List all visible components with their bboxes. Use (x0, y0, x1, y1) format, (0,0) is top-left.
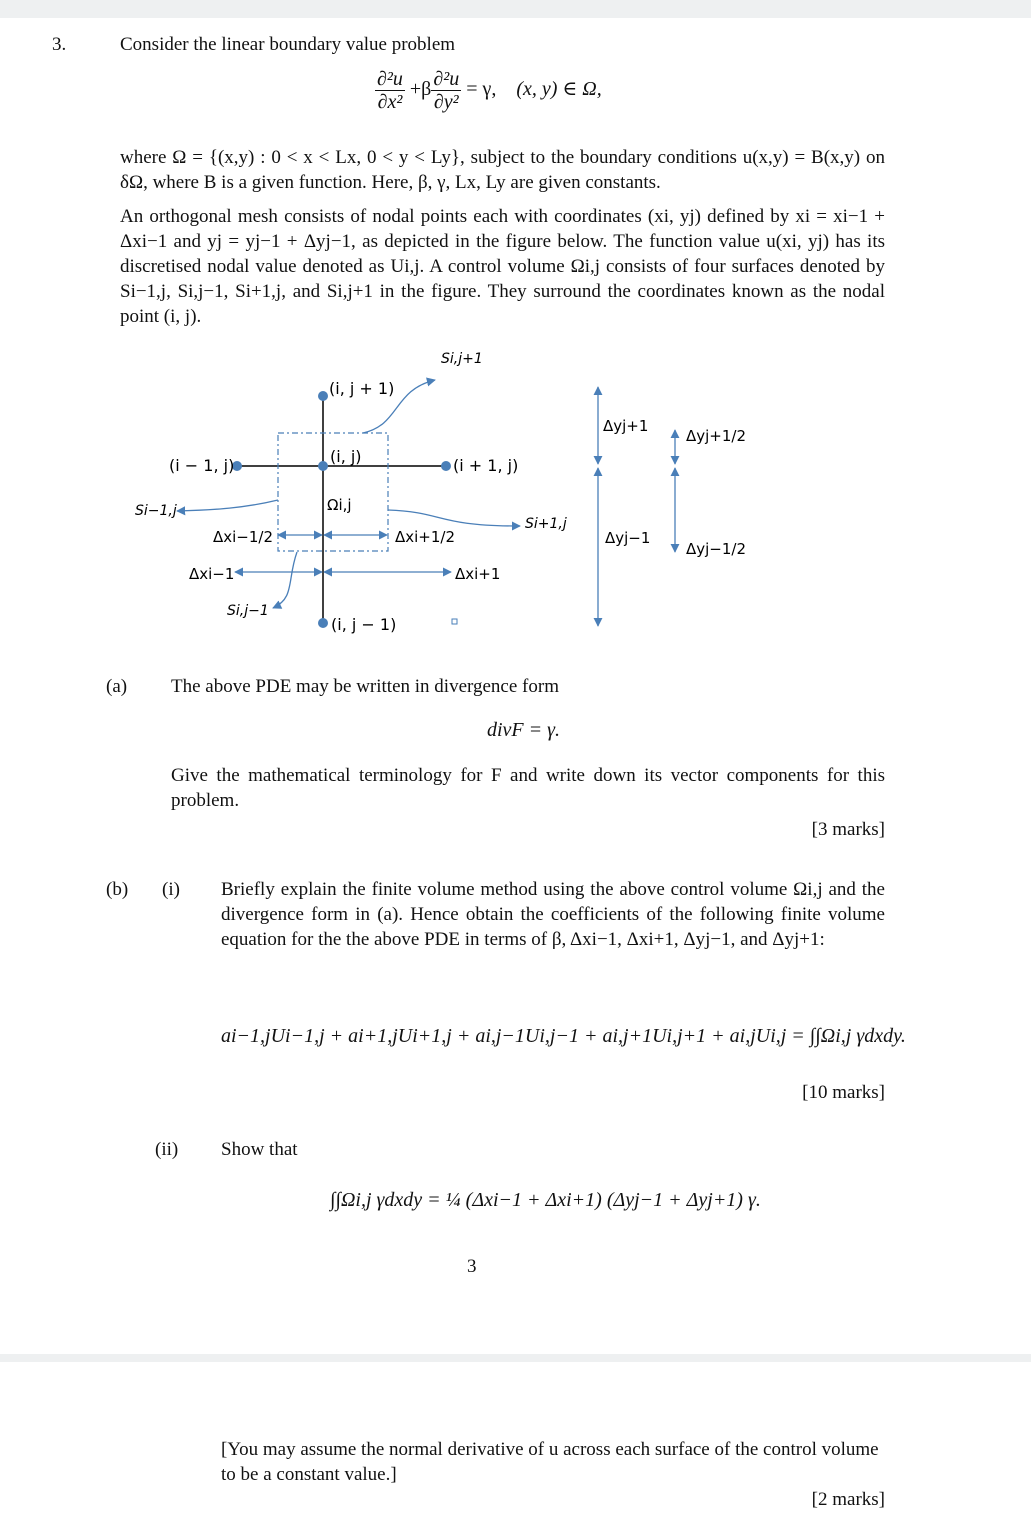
control-volume-figure (125, 330, 765, 640)
node-right-dot (441, 461, 451, 471)
label-node-center: (i, j) (330, 447, 362, 466)
arrow-s-right (388, 510, 520, 526)
part-a-marks: [3 marks] (811, 819, 885, 840)
label-omega: Ωi,j (327, 496, 352, 514)
label-s-top: Si,j+1 (441, 351, 483, 367)
node-top-dot (318, 391, 328, 401)
label-dy-half-bottom: Δyj−1/2 (686, 540, 747, 558)
question-intro: Consider the linear boundary value problem (120, 34, 456, 55)
label-s-right: Si+1,j (525, 516, 567, 532)
label-node-left: (i − 1, j) (169, 456, 235, 475)
part-a-label: (a) (106, 676, 128, 697)
part-b-i-marks: [10 marks] (802, 1082, 885, 1103)
label-dy-top: Δyj+1 (603, 417, 649, 435)
arrow-s-bottom (273, 552, 297, 608)
part-a-equation: divF = γ. (487, 719, 561, 741)
part-b-ii-marks: [2 marks] (811, 1489, 885, 1510)
part-b-ii-text: Show that (221, 1139, 298, 1160)
arrow-s-left (177, 500, 278, 511)
label-s-bottom: Si,j−1 (227, 603, 269, 619)
part-b-ii-equation: ∫∫Ωi,j γdxdy = ¼ (Δxi−1 + Δxi+1) (Δyj−1 + Δyj+1) γ. (330, 1189, 761, 1211)
node-bottom-dot (318, 618, 328, 628)
label-s-left: Si−1,j (135, 503, 177, 519)
label-dx-left: Δxi−1 (189, 565, 235, 583)
part-b-label: (b) (106, 879, 129, 900)
label-node-bottom: (i, j − 1) (331, 615, 397, 634)
label-dx-right: Δxi+1 (455, 565, 501, 583)
pde-frac-y: $\frac{\text{∂²u}}{\text{∂y²}}$ (433, 68, 460, 113)
page-number: 3 (467, 1256, 477, 1277)
label-dy-half-top: Δyj+1/2 (686, 427, 747, 445)
part-a-text-1: The above PDE may be written in divergence form (171, 676, 559, 697)
label-dx-half-left: Δxi−1/2 (213, 528, 274, 546)
part-b-i-text: Briefly explain the finite volume method using the above control volume Ωi,j and the divergence form in (a). Hence obtain the coefficients of the following finite volume equation for the the above PDE in terms of β, Δxi−1, Δxi+1, Δyj−1, and Δyj+1: (221, 879, 885, 950)
part-b-ii-note: [You may assume the normal derivative of u across each surface of the control volume to be a constant value.] (221, 1439, 879, 1485)
label-node-right: (i + 1, j) (453, 456, 519, 475)
label-dy-bottom: Δyj−1 (605, 529, 651, 547)
question-number: 3. (52, 34, 67, 55)
part-b-ii-label: (ii) (155, 1139, 179, 1160)
small-square-mark (452, 619, 457, 624)
pde-equation: $\frac{\text{∂²u}}{\text{∂x²}}$ +β $\frac{\text{∂²u}}{\text{∂y²}}$ = γ, (x, y) ∈ Ω, (377, 68, 602, 113)
pde-frac-x: $\frac{\text{∂²u}}{\text{∂x²}}$ (377, 68, 403, 113)
node-center-dot (318, 461, 328, 471)
part-b-i-label: (i) (162, 879, 180, 900)
label-dx-half-right: Δxi+1/2 (395, 528, 456, 546)
part-b-i-equation: ai−1,jUi−1,j + ai+1,jUi+1,j + ai,j−1Ui,j−1 + ai,j+1Ui,j+1 + ai,jUi,j = ∫∫Ωi,j γdxdy. (221, 1025, 906, 1047)
part-a-text-2: Give the mathematical terminology for F and write down its vector components for this problem. (171, 765, 885, 811)
question-paragraph-1: where Ω = {(x,y) : 0 < x < Lx, 0 < y < Ly}, subject to the boundary conditions u(x,y) = B(x,y) on δΩ, where B is a given function. Here, β, γ, Lx, Ly are given constants. (120, 147, 885, 193)
label-node-top: (i, j + 1) (329, 379, 395, 398)
question-paragraph-2: An orthogonal mesh consists of nodal points each with coordinates (xi, yj) defined by xi = xi−1 + Δxi−1 and yj = yj−1 + Δyj−1, as depicted in the figure below. The function value u(xi, yj) has its discretised nodal value denoted as Ui,j. A control volume Ωi,j consists of four surfaces denoted by Si−1,j, Si,j−1, Si+1,j, and Si,j+1 in the figure. They surround the coordinates known as the nodal point (i, j). (120, 206, 885, 327)
